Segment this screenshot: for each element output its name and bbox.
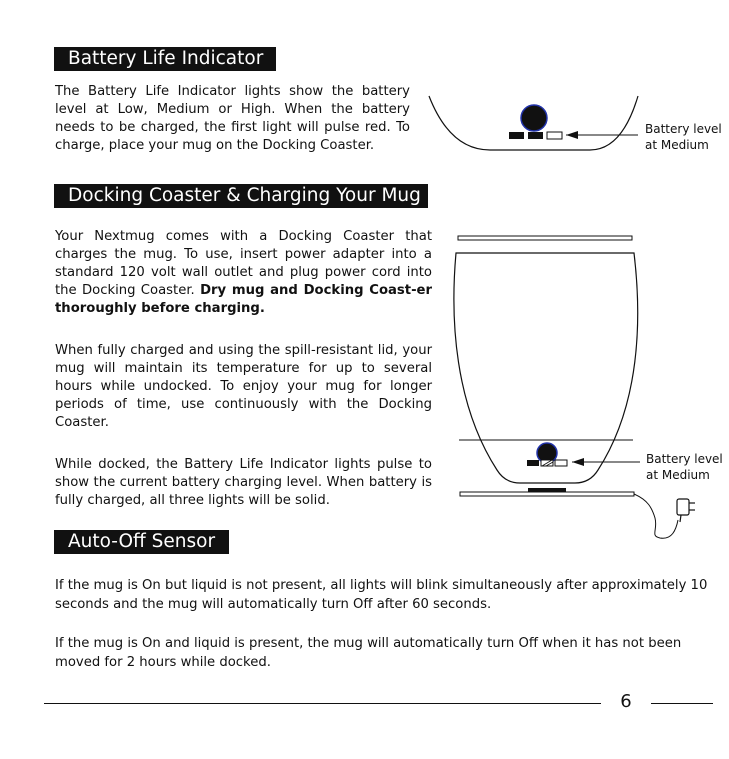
footer-rule-right: [651, 703, 713, 704]
auto-off-paragraph-1: If the mug is On but liquid is not present, all lights will blink simultaneously after approximately 10 seconds and the mug will automatically turn Off after 60 seconds.: [55, 578, 708, 612]
power-adapter-icon: [668, 492, 708, 532]
page-number: 6: [620, 691, 632, 712]
top-callout-line1: Battery level: [645, 122, 722, 136]
auto-off-heading: Auto-Off Sensor: [54, 530, 229, 554]
docking-heading: Docking Coaster & Charging Your Mug: [54, 184, 428, 208]
docking-paragraph-1: [55, 228, 432, 318]
mug-callout-line1: Battery level: [646, 452, 723, 466]
docking-p1-text: Your Nextmug comes with a Docking Coaster that charges the mug. To use, insert power adapter into a standard 120 volt wall outlet and plug power cord into the Docking Coaster.: [55, 229, 432, 298]
mug-callout-line2: at Medium: [646, 468, 710, 482]
docking-paragraph-2: When fully charged and using the spill-resistant lid, your mug will maintain its temperature for up to several hours while undocked. To enjoy your mug for longer periods of time, use continuously with the Docking Coaster.: [55, 343, 432, 430]
battery-indicator-paragraph: The Battery Life Indicator lights show the battery level at Low, Medium or High. When the battery needs to be charged, the first light will pulse red. To charge, place your mug on the Docking Coaster.: [55, 84, 410, 153]
docking-p1-bold: Dry mug and Docking Coast-er thoroughly before charging.: [55, 283, 432, 316]
docking-paragraph-3: While docked, the Battery Life Indicator lights pulse to show the current battery charging level. When battery is fully charged, all three lights will be solid.: [55, 457, 432, 508]
footer-rule-left: [44, 703, 601, 704]
battery-indicator-heading: Battery Life Indicator: [54, 47, 276, 71]
auto-off-paragraph-2: If the mug is On and liquid is present, the mug will automatically turn Off when it has not been moved for 2 hours while docked.: [55, 636, 682, 670]
top-callout-line2: at Medium: [645, 138, 709, 152]
